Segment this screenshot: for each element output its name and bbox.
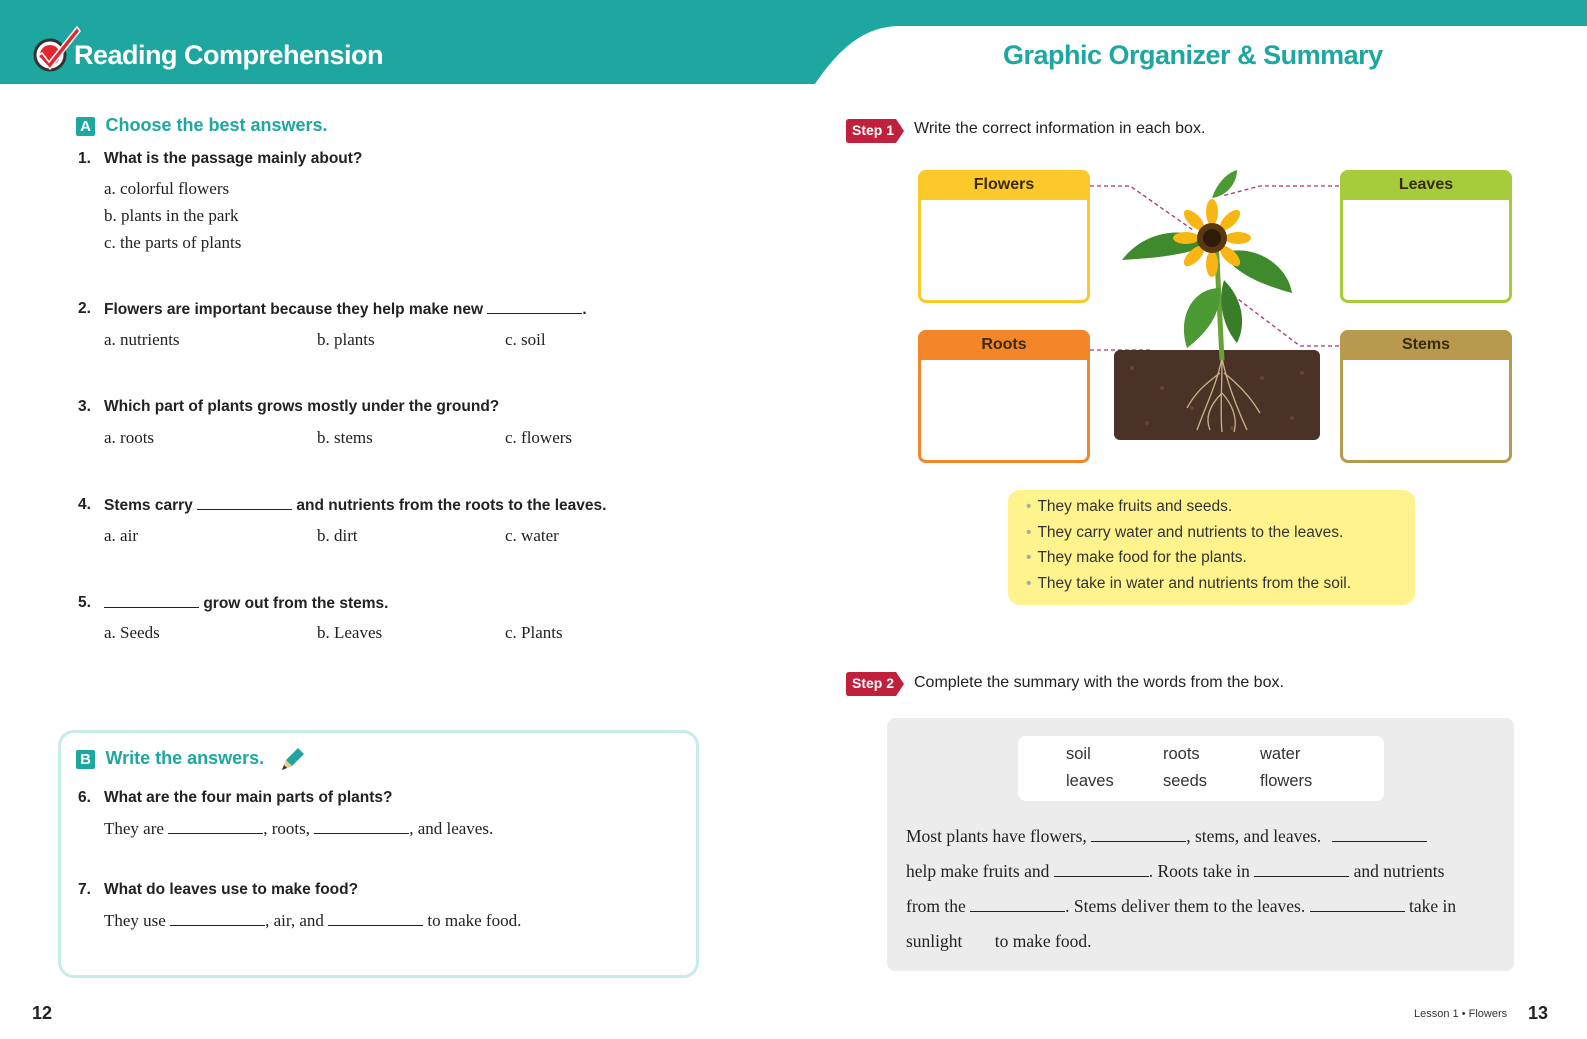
roots-label: Roots [918,330,1090,360]
sunflower-illustration [1112,168,1322,442]
summary-line-4: sunlight to make food. [906,931,1092,951]
flowers-label: Flowers [918,170,1090,200]
question-4: 4. Stems carry and nutrients from the roots to the leaves. [78,496,607,514]
note-item: • They carry water and nutrients to the leaves. [1026,523,1344,541]
page-number-left: 12 [32,1003,53,1023]
q3-option-a[interactable]: a. roots [104,428,155,447]
q5-option-a[interactable]: a. Seeds [104,623,160,642]
roots-box[interactable] [918,330,1090,463]
note-item: • They make food for the plants. [1026,549,1247,566]
question-2: 2. Flowers are important because they help make new . [78,300,587,318]
q4-option-a[interactable]: a. air [104,526,138,545]
q3-option-b[interactable]: b. stems [317,428,373,447]
q2-option-a[interactable]: a. nutrients [104,330,180,349]
stems-box[interactable] [1340,330,1512,463]
question-1: 1. What is the passage mainly about? [78,150,363,167]
q5-option-b[interactable]: b. Leaves [317,623,383,642]
word-bank-item: leaves [1066,772,1114,790]
q2-option-b[interactable]: b. plants [317,330,375,349]
summary-line-2: help make fruits and . Roots take in and nutrients [906,861,1445,881]
leaves-box[interactable] [1340,170,1512,303]
question-7: 7. What do leaves use to make food? [78,881,359,898]
section-a-heading: Choose the best answers. [105,115,328,135]
section-b-badge: B [76,750,95,769]
question-6: 6. What are the four main parts of plants? [78,789,393,806]
note-item: • They make fruits and seeds. [1026,498,1233,515]
flowers-box[interactable] [918,170,1090,303]
note-item: • They take in water and nutrients from the soil. [1026,574,1352,592]
page-number-right: 13 [1528,1003,1549,1023]
q4-option-b[interactable]: b. dirt [317,526,358,545]
word-bank-item: roots [1163,745,1200,763]
q6-answer-line: They are , roots, , and leaves. [104,819,494,838]
summary-line-3: from the . Stems deliver them to the leaves. take in [906,896,1457,916]
q1-option-a[interactable]: a. colorful flowers [104,179,230,198]
word-bank-item: flowers [1260,772,1313,790]
summary-line-1: Most plants have flowers, , stems, and leaves. [906,826,1427,847]
q1-option-c[interactable]: c. the parts of plants [104,233,242,252]
answer-blank[interactable] [970,898,1065,912]
leaves-label: Leaves [1340,170,1512,200]
section-a-badge: A [76,117,95,136]
q3-option-c[interactable]: c. flowers [505,428,573,447]
answer-blank[interactable] [1310,898,1405,912]
page-title-left: Reading Comprehension [74,40,384,70]
step1-tag: Step 1 [846,119,904,143]
q7-answer-line: They use , air, and to make food. [104,911,522,930]
section-b-heading: Write the answers. [105,748,265,768]
answer-blank[interactable] [1054,863,1149,877]
word-bank-item: seeds [1163,772,1208,790]
answer-blank[interactable] [1091,828,1186,842]
page-title-right: Graphic Organizer & Summary [1003,40,1383,70]
step2-tag: Step 2 [846,672,904,696]
answer-blank[interactable] [1332,828,1427,842]
q1-option-b[interactable]: b. plants in the park [104,206,239,225]
question-text: What is the passage mainly about? [104,150,363,167]
info-notes [1008,490,1415,605]
q5-option-c[interactable]: c. Plants [505,623,563,642]
word-bank [1018,736,1384,801]
stems-label: Stems [1340,330,1512,360]
q4-option-c[interactable]: c. water [505,526,559,545]
step1-instruction: Write the correct information in each box. [914,120,1206,137]
answer-blank[interactable] [1254,863,1349,877]
word-bank-item: water [1260,745,1301,763]
step2-instruction: Complete the summary with the words from the box. [914,674,1284,691]
lesson-label: Lesson 1 • Flowers [1414,1008,1508,1020]
question-5: 5. grow out from the stems. [78,594,389,612]
question-3: 3. Which part of plants grows mostly under the ground? [78,398,500,415]
q2-option-c[interactable]: c. soil [505,330,546,349]
word-bank-item: soil [1066,745,1091,763]
